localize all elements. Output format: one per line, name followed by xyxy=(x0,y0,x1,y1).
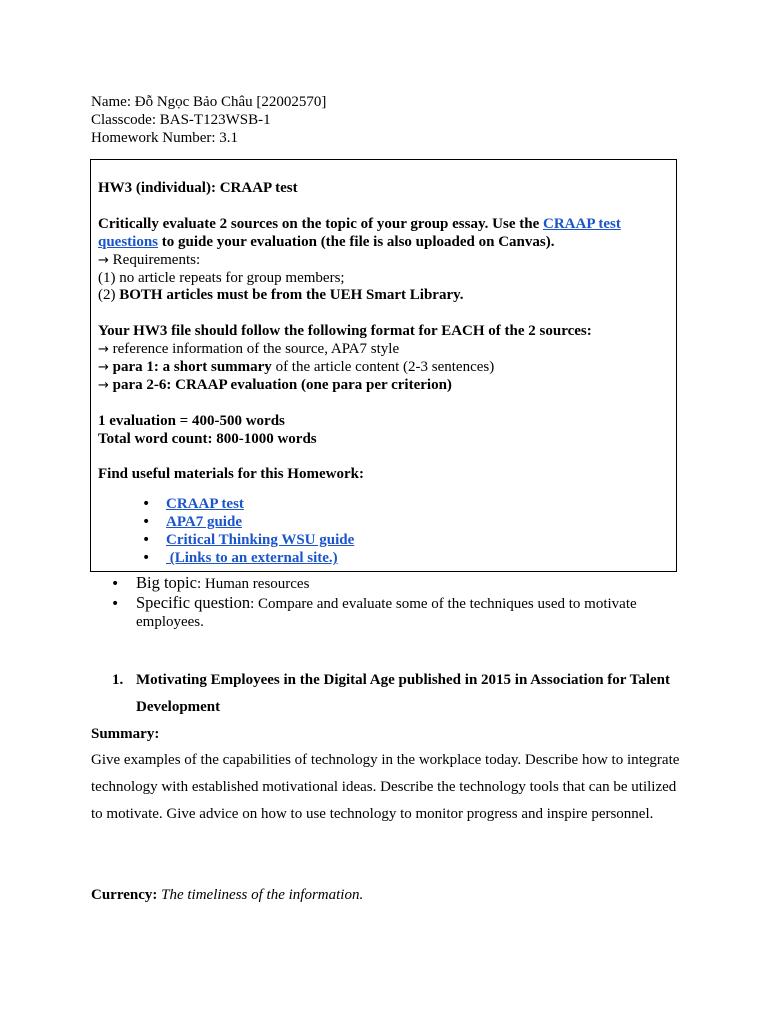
format-item-1 xyxy=(98,341,668,359)
big-topic xyxy=(91,574,681,593)
source-title xyxy=(91,667,681,721)
format-item-2 xyxy=(98,359,668,377)
classcode: Classcode: BAS-T123WSB-1 xyxy=(91,112,271,128)
craap-questions-link[interactable]: CRAAP test questions xyxy=(98,215,621,250)
intro-text: Critically evaluate 2 sources on the topic of your group essay. Use the xyxy=(98,215,543,232)
source-title-text: Motivating Employees in the Digital Age published in 2015 in Association for Talent Development xyxy=(136,672,670,715)
external-site-link[interactable]: (Links to an external site.) xyxy=(166,550,338,567)
student-header xyxy=(91,93,326,147)
arrow-icon: → xyxy=(98,377,109,393)
homework-number: Homework Number: 3.1 xyxy=(91,130,239,146)
topic-list xyxy=(91,574,681,632)
requirement-1: (1) no article repeats for group members; xyxy=(98,269,345,286)
apa7-guide-link[interactable]: APA7 guide xyxy=(166,514,242,531)
format-heading: Your HW3 file should follow the following format for EACH of the 2 sources: xyxy=(98,323,592,340)
intro-text-end: to guide your evaluation (the file is also uploaded on Canvas). xyxy=(158,233,555,250)
materials-list xyxy=(98,495,668,567)
format-item-2-text: of the article content (2-3 sentences) xyxy=(271,359,495,376)
specific-question xyxy=(91,594,681,631)
big-topic-label: Big topic xyxy=(136,573,197,592)
arrow-icon: → xyxy=(98,252,109,268)
requirement-2-prefix: (2) xyxy=(98,287,120,304)
summary-text: Give examples of the capabilities of technology in the workplace today. Describe how to integrate technology with established motivational ideas. Describe the technology tools that can be utilized to motivate. Give advice on how to use technology to monitor progress and inspire personnel. xyxy=(91,752,680,822)
source-1 xyxy=(91,667,681,828)
list-item xyxy=(98,513,668,531)
student-name: Name: Đỗ Ngọc Bảo Châu [22002570] xyxy=(91,94,327,110)
materials-heading: Find useful materials for this Homework: xyxy=(98,466,364,483)
assignment-intro xyxy=(98,216,668,252)
currency-label: Currency: xyxy=(91,887,158,903)
currency-criterion xyxy=(91,882,363,908)
list-item xyxy=(98,531,668,549)
specific-question-label: Specific question xyxy=(136,593,251,612)
requirement-2-text: BOTH articles must be from the UEH Smart Library. xyxy=(119,287,464,304)
format-item-3 xyxy=(98,377,668,395)
list-item xyxy=(98,549,668,567)
specific-question-value: : Compare and evaluate some of the techniques used to motivate employees. xyxy=(136,596,637,630)
summary-label: Summary: xyxy=(91,725,160,742)
list-item xyxy=(98,495,668,513)
source-number: 1. xyxy=(112,672,124,688)
assignment-box xyxy=(90,159,677,572)
craap-test-link[interactable]: CRAAP test xyxy=(166,496,244,513)
assignment-title: HW3 (individual): CRAAP test xyxy=(98,180,298,196)
big-topic-value: : Human resources xyxy=(196,576,310,592)
format-item-1-text: reference information of the source, APA7 style xyxy=(112,341,400,358)
total-word-count: Total word count: 800-1000 words xyxy=(98,430,317,447)
currency-text: The timeliness of the information. xyxy=(157,887,364,903)
arrow-icon: → xyxy=(98,360,109,376)
requirement-2 xyxy=(98,287,668,305)
evaluation-word-count: 1 evaluation = 400-500 words xyxy=(98,412,285,429)
requirements-line xyxy=(98,252,668,270)
arrow-icon: → xyxy=(98,342,109,358)
critical-thinking-link[interactable]: Critical Thinking WSU guide xyxy=(166,532,355,549)
format-item-2-bold: para 1: a short summary xyxy=(112,359,272,376)
requirements-label: Requirements: xyxy=(112,251,201,268)
format-item-3-text: para 2-6: CRAAP evaluation (one para per criterion) xyxy=(112,376,452,393)
